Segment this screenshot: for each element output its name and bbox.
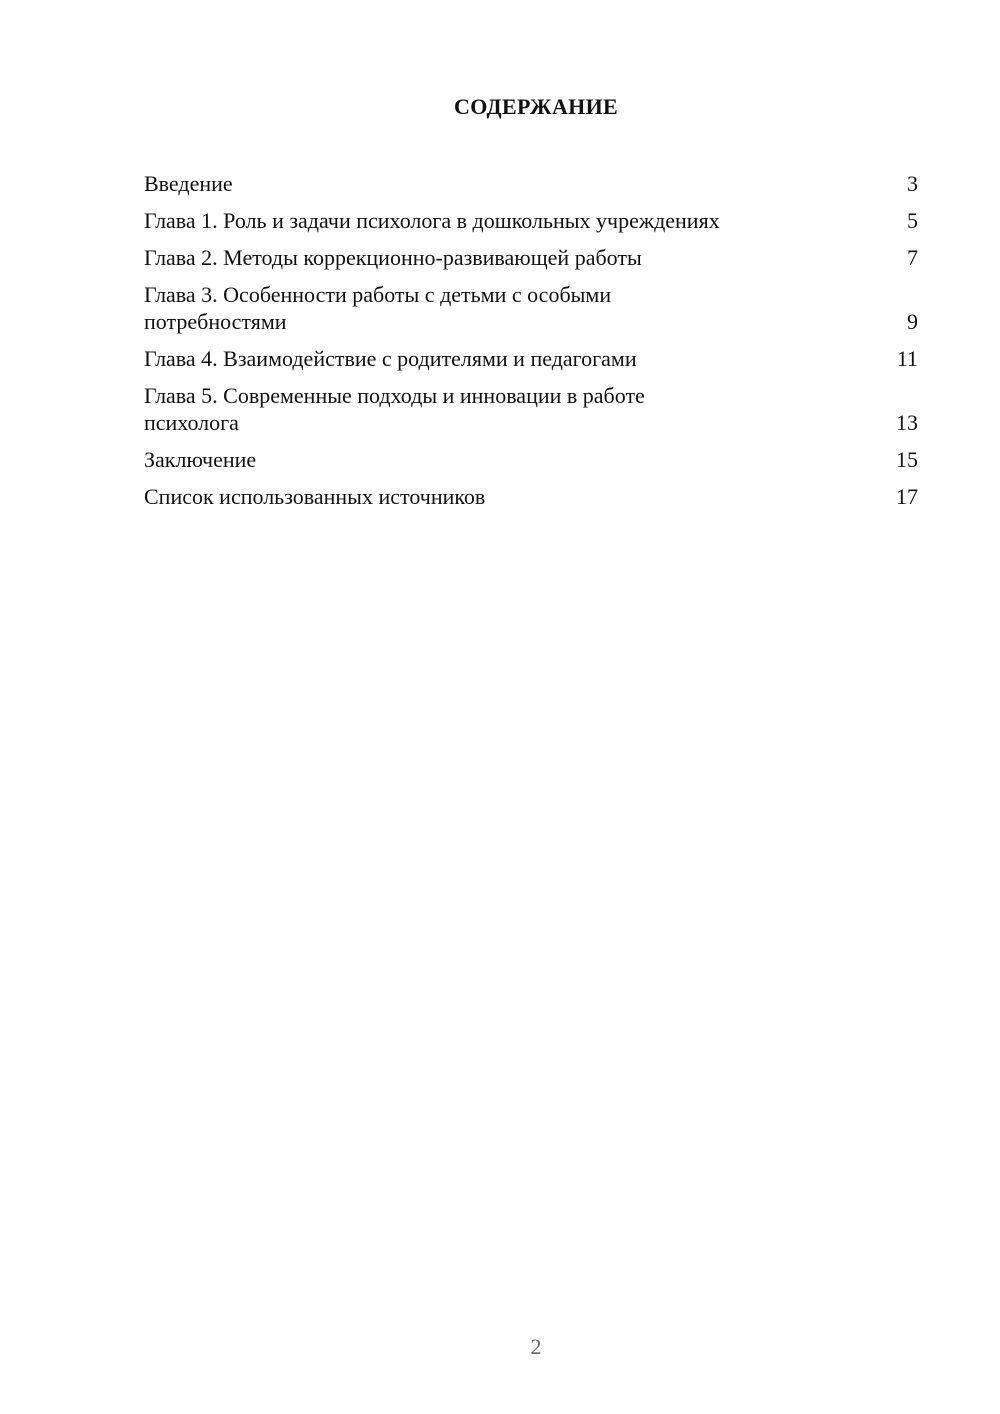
toc-entry-label: Глава 1. Роль и задачи психолога в дошкольных учреждениях [144,208,720,233]
toc-entry-label: Список использованных источников [144,484,486,509]
toc-entry-label: Введение [144,171,233,196]
table-of-contents [144,170,918,520]
toc-entry-chapter-4[interactable] [144,345,918,372]
toc-entry-introduction[interactable] [144,170,918,197]
page-number: 2 [530,1334,542,1359]
toc-entry-page: 17 [896,484,918,509]
toc-heading: СОДЕРЖАНИЕ [454,94,618,119]
toc-entry-references[interactable] [144,483,918,510]
toc-entry-page: 11 [896,346,918,371]
toc-entry-label: Глава 5. Современные подходы и инновации в работе психолога [144,383,645,435]
toc-entry-page: 13 [896,410,918,435]
toc-entry-chapter-3[interactable] [144,281,918,335]
toc-entry-conclusion[interactable] [144,446,918,473]
toc-entry-label: Глава 4. Взаимодействие с родителями и педагогами [144,346,637,371]
toc-entry-page: 7 [907,245,918,270]
toc-entry-label: Заключение [144,447,257,472]
toc-entry-page: 15 [896,447,918,472]
toc-entry-chapter-1[interactable] [144,207,918,234]
toc-entry-chapter-2[interactable] [144,244,918,271]
toc-entry-page: 5 [907,208,918,233]
toc-entry-page: 3 [907,171,918,196]
toc-entry-label: Глава 3. Особенности работы с детьми с особыми потребностями [144,282,612,334]
toc-entry-chapter-5[interactable] [144,382,918,436]
toc-entry-page: 9 [907,309,918,334]
toc-entry-label: Глава 2. Методы коррекционно-развивающей работы [144,245,642,270]
